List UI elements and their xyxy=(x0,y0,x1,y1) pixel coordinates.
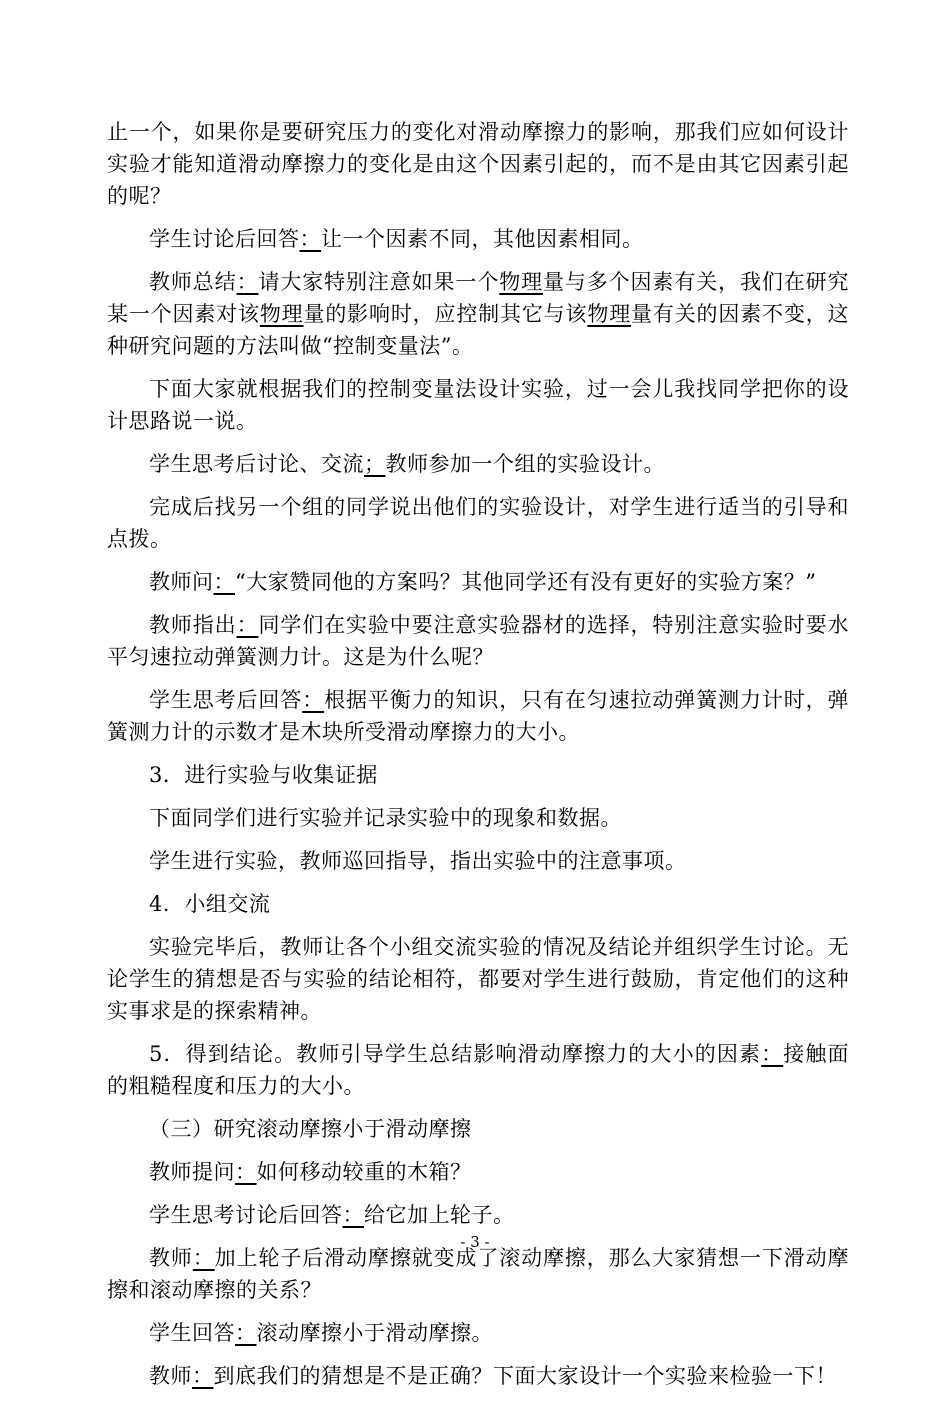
paragraph xyxy=(107,888,849,920)
text-segment: 学生思考后回答 xyxy=(149,688,303,712)
paragraph xyxy=(107,1317,849,1349)
underlined-text: 物理 xyxy=(259,302,304,326)
text-segment: 教师问 xyxy=(149,570,214,594)
paragraph xyxy=(107,1199,849,1231)
document-body xyxy=(107,116,849,1403)
text-segment: 下面大家就根据我们的控制变量法设计实验，过一会儿我找同学把你的设计思路说一说。 xyxy=(107,377,849,433)
underlined-text: ： xyxy=(192,1364,214,1388)
text-segment: 让一个因素不同，其他因素相同。 xyxy=(321,227,644,251)
paragraph xyxy=(107,802,849,834)
text-segment: 接触面的粗糙程度和压力的大小。 xyxy=(107,1042,850,1098)
paragraph xyxy=(107,566,849,598)
paragraph xyxy=(107,845,849,877)
paragraph xyxy=(107,491,849,555)
paragraph xyxy=(107,759,849,791)
paragraph xyxy=(107,373,849,437)
underlined-text: ： xyxy=(213,570,235,594)
text-segment: 加上轮子后滑动摩擦就变成了滚动摩擦，那么大家猜想一下滑动摩擦和滚动摩擦的关系？ xyxy=(107,1246,850,1302)
text-segment: 下面同学们进行实验并记录实验中的现象和数据。 xyxy=(149,806,622,830)
text-segment: 教师 xyxy=(149,1364,192,1388)
text-segment: 实验完毕后，教师让各个小组交流实验的情况及结论并组织学生讨论。无论学生的猜想是否与实验的结论相符，都要对学生进行鼓励，肯定他们的这种实事求是的探索精神。 xyxy=(107,935,849,1023)
paragraph xyxy=(107,1360,849,1392)
text-segment: “大家赞同他的方案吗？其他同学还有没有更好的实验方案？” xyxy=(235,570,817,594)
paragraph xyxy=(107,609,849,673)
paragraph xyxy=(107,1113,849,1145)
text-segment: 给它加上轮子。 xyxy=(364,1203,515,1227)
text-segment: 同学们在实验中要注意实验器材的选择，特别注意实验时要水平匀速拉动弹簧测力计。这是为什么呢？ xyxy=(107,613,850,669)
paragraph xyxy=(107,1242,849,1306)
underlined-text: ： xyxy=(236,613,259,637)
paragraph xyxy=(107,448,849,480)
text-segment: 学生思考讨论后回答 xyxy=(149,1203,343,1227)
paragraph xyxy=(107,223,849,255)
paragraph xyxy=(107,1038,849,1102)
text-segment: 教师参加一个组的实验设计。 xyxy=(385,452,665,476)
text-segment: 量与多个因素有关，我们在研究某一个因素对该 xyxy=(107,270,850,326)
text-segment: 到底我们的猜想是不是正确？下面大家设计一个实验来检验一下！ xyxy=(213,1364,837,1388)
text-segment: 学生回答 xyxy=(149,1321,235,1345)
paragraph xyxy=(107,684,849,748)
paragraph xyxy=(107,931,849,1027)
text-segment: 教师总结 xyxy=(149,270,237,294)
text-segment: 5．得到结论。教师引导学生总结影响滑动摩擦力的大小的因素 xyxy=(149,1042,762,1066)
text-segment: 完成后找另一个组的同学说出他们的实验设计，对学生进行适当的引导和点拨。 xyxy=(107,495,849,551)
page-number: - 3 - xyxy=(460,1233,490,1251)
text-segment: 4．小组交流 xyxy=(149,892,271,916)
text-segment: 止一个，如果你是要研究压力的变化对滑动摩擦力的影响，那我们应如何设计实验才能知道滑动摩擦力的变化是由这个因素引起的，而不是由其它因素引起的呢？ xyxy=(107,120,849,208)
underlined-text: ： xyxy=(761,1042,784,1066)
underlined-text: ： xyxy=(235,1321,257,1345)
underlined-text: ： xyxy=(235,1160,257,1184)
underlined-text: 物理 xyxy=(499,270,543,294)
text-segment: 教师提问 xyxy=(149,1160,235,1184)
text-segment: 学生讨论后回答 xyxy=(149,227,300,251)
text-segment: 量有关的因素不变，这种研究问题的方法叫做“控制变量法”。 xyxy=(107,302,850,358)
text-segment: 学生思考后讨论、交流 xyxy=(149,452,364,476)
text-segment: 如何移动较重的木箱？ xyxy=(256,1160,472,1184)
underlined-text: ： xyxy=(299,227,321,251)
paragraph xyxy=(107,266,849,362)
underlined-text: 物理 xyxy=(587,302,632,326)
underlined-text: ： xyxy=(342,1203,364,1227)
text-segment: 教师 xyxy=(149,1246,193,1270)
text-segment: （三）研究滚动摩擦小于滑动摩擦 xyxy=(149,1117,472,1141)
text-segment: 量的影响时，应控制其它与该 xyxy=(303,302,588,326)
underlined-text: ： xyxy=(192,1246,215,1270)
underlined-text: ： xyxy=(302,688,325,712)
paragraph xyxy=(107,1156,849,1188)
underlined-text: ； xyxy=(364,452,386,476)
underlined-text: ： xyxy=(236,270,259,294)
text-segment: 学生进行实验，教师巡回指导，指出实验中的注意事项。 xyxy=(149,849,687,873)
text-segment: 3．进行实验与收集证据 xyxy=(149,763,378,787)
text-segment: 根据平衡力的知识，只有在匀速拉动弹簧测力计时，弹簧测力计的示数才是木块所受滑动摩擦力的大小。 xyxy=(107,688,850,744)
paragraph xyxy=(107,116,849,212)
text-segment: 滚动摩擦小于滑动摩擦。 xyxy=(256,1321,493,1345)
text-segment: 教师指出 xyxy=(149,613,237,637)
text-segment: 请大家特别注意如果一个 xyxy=(258,270,500,294)
